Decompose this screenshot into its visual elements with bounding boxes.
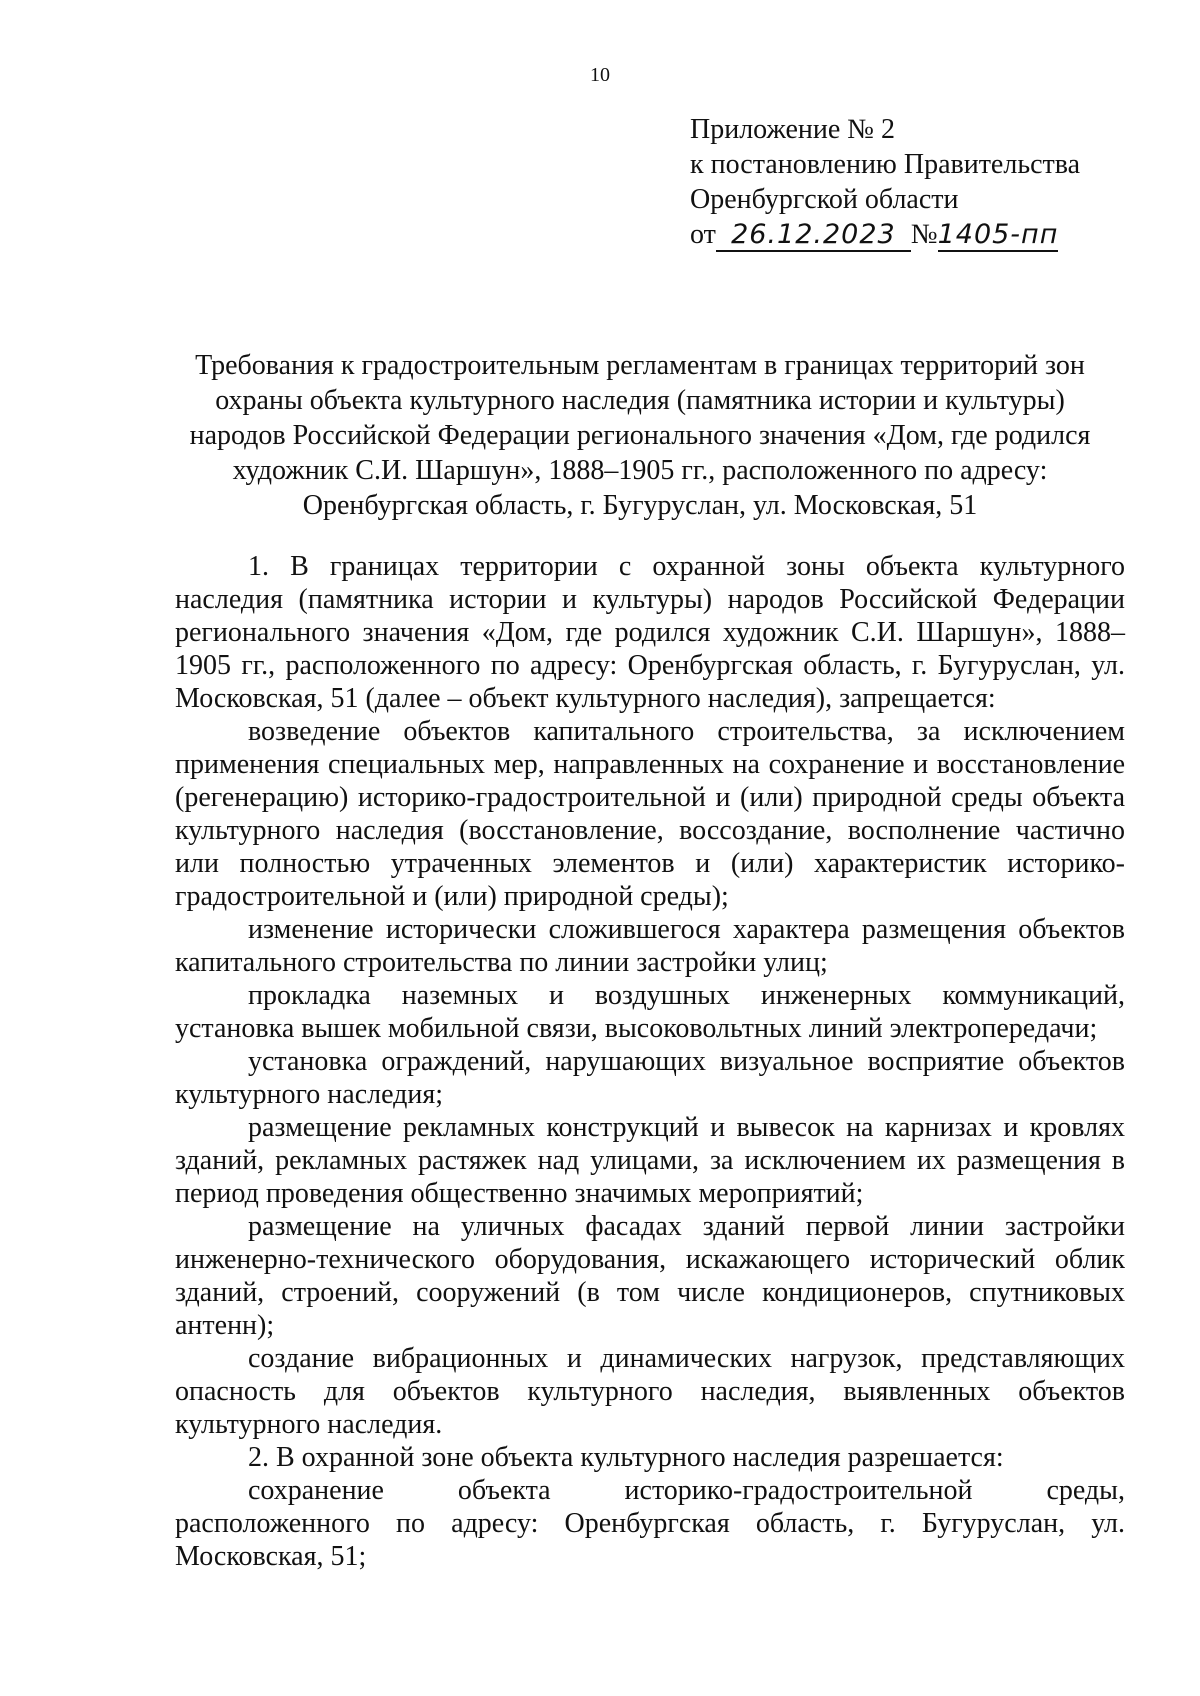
paragraph: сохранение объекта историко-градостроительной среды, расположенного по адресу: Оренбургская область, г. Бугуруслан, ул. Московская, 51; [175, 1475, 1125, 1572]
paragraph: 1. В границах территории с охранной зоны объекта культурного наследия (памятника истории и культуры) народов Российской Федерации регионального значения «Дом, где родился художник С.И. Шаршун», 1888–1905 гг., расположенного по адресу: Оренбургская область, г. Бугуруслан, ул. Московская, 51 (далее – объект культурного наследия), запрещается: [175, 551, 1125, 714]
paragraph: возведение объектов капитального строительства, за исключением применения специальных мер, направленных на сохранение и восстановление (регенерацию) историко-градостроительной и (или) природной среды объекта культурного наследия (восстановление, воссоздание, восполнение частично или полностью утраченных элементов и (или) характеристик историко-градостроительной и (или) природной среды); [175, 716, 1125, 912]
document-title: Требования к градостроительным регламентам в границах территорий зон охраны объекта культурного наследия (памятника истории и культуры) народов Российской Федерации регионального значения «Дом, где родился художник С.И. Шаршун», 1888–1905 гг., расположенного по адресу: Оренбургская область, г. Бугуруслан, ул. Московская, 51 [189, 350, 1091, 521]
decree-number: 1405-пп [937, 219, 1059, 250]
paragraph: прокладка наземных и воздушных инженерных коммуникаций, установка вышек мобильной связи, высоковольтных линий электропередачи; [175, 980, 1125, 1044]
paragraph: изменение исторически сложившегося характера размещения объектов капитального строительства по линии застройки улиц; [175, 914, 1125, 978]
paragraph: размещение на уличных фасадах зданий первой линии застройки инженерно-технического оборудования, искажающего исторический облик зданий, строений, сооружений (в том числе кондиционеров, спутниковых антенн); [175, 1211, 1125, 1341]
appendix-region-line: Оренбургской области [690, 184, 959, 215]
paragraph: создание вибрационных и динамических нагрузок, представляющих опасность для объектов культурного наследия, выявленных объектов культурного наследия. [175, 1343, 1125, 1440]
paragraph: установка ограждений, нарушающих визуальное восприятие объектов культурного наследия; [175, 1046, 1125, 1110]
appendix-header [690, 112, 1110, 252]
document-body [175, 550, 1125, 1573]
appendix-title: Приложение № 2 [690, 114, 895, 145]
page-number: 10 [590, 64, 610, 86]
from-label: от [690, 219, 716, 250]
appendix-decree-line: к постановлению Правительства [690, 149, 1081, 180]
number-label: № [910, 219, 938, 250]
paragraph: размещение рекламных конструкций и вывесок на карнизах и кровлях зданий, рекламных растяжек над улицами, за исключением их размещения в период проведения общественно значимых мероприятий; [175, 1112, 1125, 1209]
appendix-date-number-line [690, 217, 1110, 252]
decree-date: 26.12.2023 [716, 220, 911, 252]
paragraph: 2. В охранной зоне объекта культурного наследия разрешается: [248, 1442, 1004, 1473]
